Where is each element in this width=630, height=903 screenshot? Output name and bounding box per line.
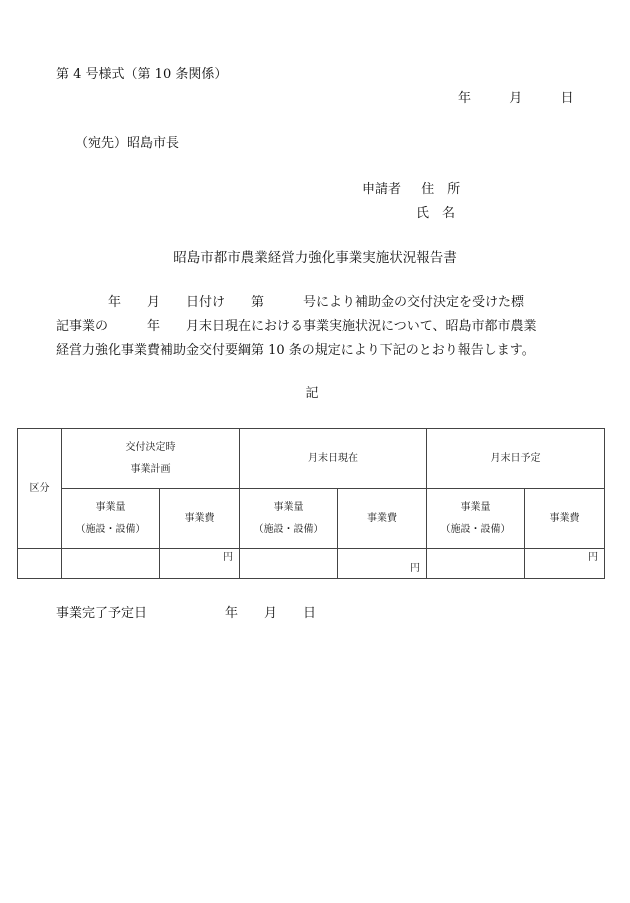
body-line-3: 経営力強化事業費補助金交付要綱第 10 条の規定により下記のとおり報告します。 bbox=[56, 343, 535, 358]
current-cost-cell[interactable]: 円 bbox=[338, 549, 427, 579]
table-row bbox=[18, 489, 605, 549]
qty-sub-label: （施設・設備） bbox=[440, 523, 511, 535]
address-label: 住 所 bbox=[421, 182, 461, 197]
table-row bbox=[18, 549, 605, 579]
date-month: 月 bbox=[509, 91, 523, 106]
applicant-label: 申請者 bbox=[362, 182, 402, 197]
qty-sub-label: （施設・設備） bbox=[75, 523, 146, 535]
plan-qty-cell[interactable] bbox=[62, 549, 160, 579]
plan-header-line2: 事業計画 bbox=[130, 463, 171, 475]
plan-qty-header bbox=[62, 489, 160, 549]
name-label: 氏 名 bbox=[416, 206, 456, 221]
date-day: 日 bbox=[560, 91, 574, 106]
form-number: 第 4 号様式（第 10 条関係） bbox=[56, 67, 228, 82]
current-qty-header bbox=[240, 489, 338, 549]
report-table bbox=[17, 428, 605, 579]
applicant-name-row bbox=[416, 206, 455, 222]
planned-qty-header bbox=[427, 489, 525, 549]
date-line bbox=[458, 91, 574, 107]
ki-heading: 記 bbox=[305, 386, 319, 401]
kubun-header: 区分 bbox=[18, 429, 62, 549]
body-line-2: 記事業の 年 月末日現在における事業実施状況について、昭島市都市農業 bbox=[56, 319, 537, 334]
table-row bbox=[18, 429, 605, 489]
planned-cost-header: 事業費 bbox=[525, 489, 605, 549]
applicant-address-row bbox=[362, 182, 460, 198]
planned-qty-cell[interactable] bbox=[427, 549, 525, 579]
addressee: （宛先）昭島市長 bbox=[75, 136, 180, 151]
qty-label: 事業量 bbox=[95, 501, 126, 513]
planned-header: 月末日予定 bbox=[427, 429, 605, 489]
plan-header bbox=[62, 429, 240, 489]
planned-cost-cell[interactable]: 円 bbox=[525, 549, 605, 579]
document-title: 昭島市都市農業経営力強化事業実施状況報告書 bbox=[173, 250, 457, 266]
body-line-1: 年 月 日付け 第 号により補助金の交付決定を受けた標 bbox=[56, 295, 525, 310]
plan-header-line1: 交付決定時 bbox=[125, 441, 176, 453]
current-header: 月末日現在 bbox=[240, 429, 427, 489]
qty-label: 事業量 bbox=[460, 501, 491, 513]
plan-cost-header: 事業費 bbox=[160, 489, 240, 549]
plan-cost-cell[interactable]: 円 bbox=[160, 549, 240, 579]
completion-date: 事業完了予定日 年 月 日 bbox=[56, 606, 317, 621]
qty-sub-label: （施設・設備） bbox=[253, 523, 324, 535]
qty-label: 事業量 bbox=[273, 501, 304, 513]
current-cost-header: 事業費 bbox=[338, 489, 427, 549]
current-qty-cell[interactable] bbox=[240, 549, 338, 579]
date-year: 年 bbox=[458, 91, 472, 106]
kubun-cell[interactable] bbox=[18, 549, 62, 579]
